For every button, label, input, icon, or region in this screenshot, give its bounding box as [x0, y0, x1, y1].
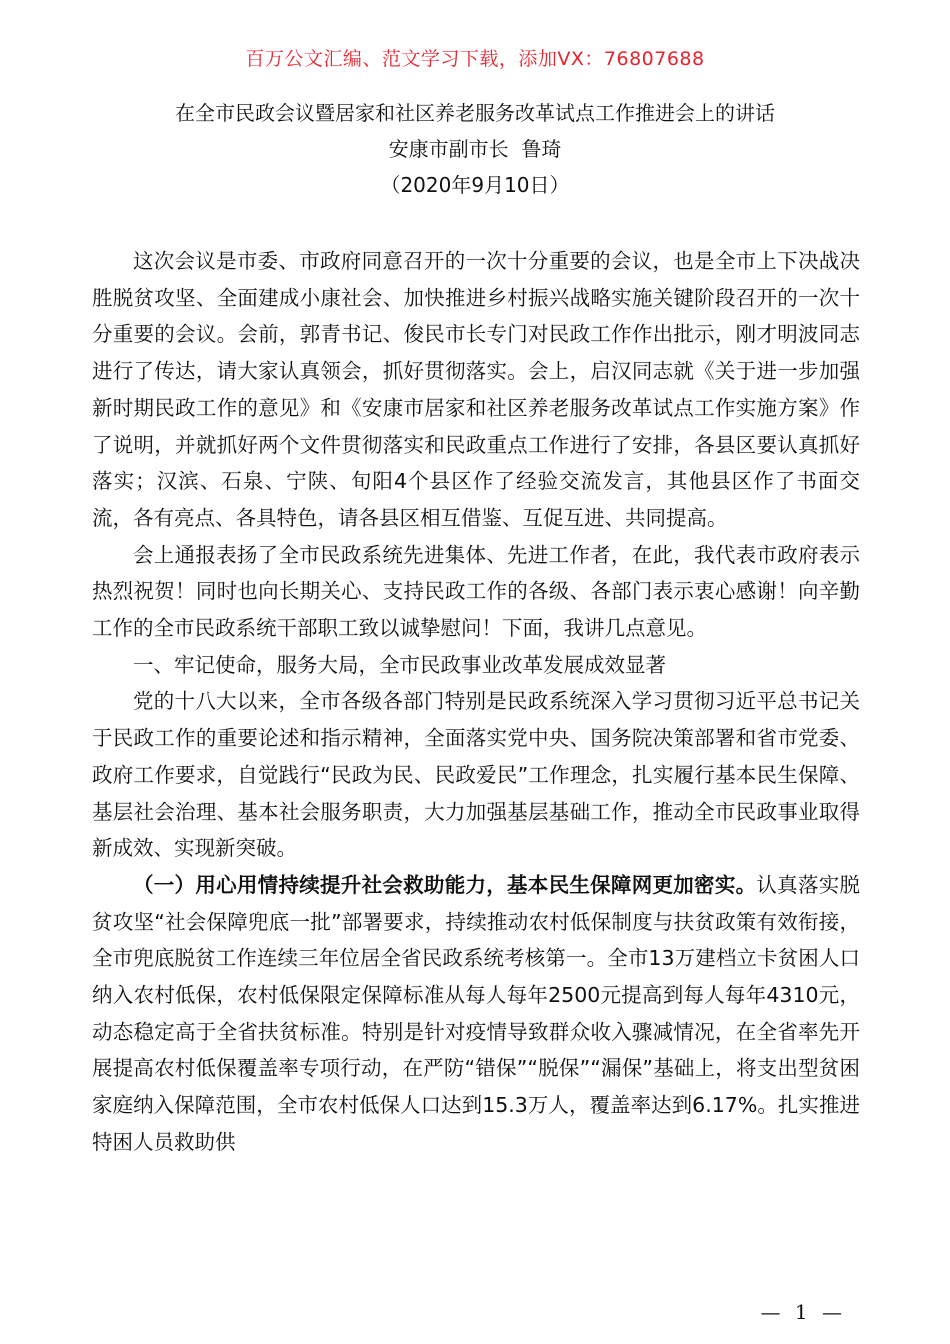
subsection-heading: （一）用心用情持续提升社会救助能力，基本民生保障网更加密实。 [133, 872, 757, 897]
paragraph-2: 会上通报表扬了全市民政系统先进集体、先进工作者，在此，我代表市政府表示热烈祝贺！同时也向长期关心、支持民政工作的各级、各部门表示衷心感谢！向辛勤工作的全市民政系统干部职工致以诚挚慰问！下面，我讲几点意见。 [92, 542, 860, 641]
document-body [92, 243, 860, 1161]
page-number: — 1 — [760, 1300, 846, 1324]
speaker-line: 安康市副市长 鲁琦 [388, 137, 562, 161]
section-heading-1: 一、牢记使命，服务大局，全市民政事业改革发展成效显著 [133, 652, 666, 677]
paragraph-1: 这次会议是市委、市政府同意召开的一次十分重要的会议，也是全市上下决战决胜脱贫攻坚、全面建成小康社会、加快推进乡村振兴战略实施关键阶段召开的一次十分重要的会议。会前，郭青书记、俊民市长专门对民政工作作出批示，刚才明波同志进行了传达，请大家认真领会，抓好贯彻落实。会上，启汉同志就《关于进一步加强新时期民政工作的意见》和《安康市居家和社区养老服务改革试点工作实施方案》作了说明，并就抓好两个文件贯彻落实和民政重点工作进行了安排，各县区要认真抓好落实；汉滨、石泉、宁陕、旬阳4个县区作了经验交流发言，其他县区作了书面交流，各有亮点、各具特色，请各县区相互借鉴、互促互进、共同提高。 [92, 249, 860, 530]
paragraph-3: 党的十八大以来，全市各级各部门特别是民政系统深入学习贯彻习近平总书记关于民政工作的重要论述和指示精神，全面落实党中央、国务院决策部署和省市党委、政府工作要求，自觉践行“民政为民、民政爱民”工作理念，扎实履行基本民生保障、基层社会治理、基本社会服务职责，大力加强基层基础工作，推动全市民政事业取得新成效、实现新突破。 [92, 689, 860, 861]
title-block [0, 95, 950, 203]
subsection-text: 认真落实脱贫攻坚“社会保障兜底一批”部署要求，持续推动农村低保制度与扶贫政策有效衔接，全市兜底脱贫工作连续三年位居全省民政系统考核第一。全市13万建档立卡贫困人口纳入农村低保，农村低保限定保障标准从每人每年2500元提高到每人每年4310元，动态稳定高于全省扶贫标准。特别是针对疫情导致群众收入骤减情况，在全省率先开展提高农村低保覆盖率专项行动，在严防“错保”“脱保”“漏保”基础上，将支出型贫困家庭纳入保障范围，全市农村低保人口达到15.3万人，覆盖率达到6.17%。扎实推进特困人员救助供 [92, 872, 861, 1154]
header-banner: 百万公文汇编、范文学习下载，添加VX：76807688 [245, 48, 705, 70]
date-line: （2020年9月10日） [380, 173, 570, 197]
document-title: 在全市民政会议暨居家和社区养老服务改革试点工作推进会上的讲话 [175, 101, 775, 125]
subsection-paragraph [92, 867, 860, 1161]
